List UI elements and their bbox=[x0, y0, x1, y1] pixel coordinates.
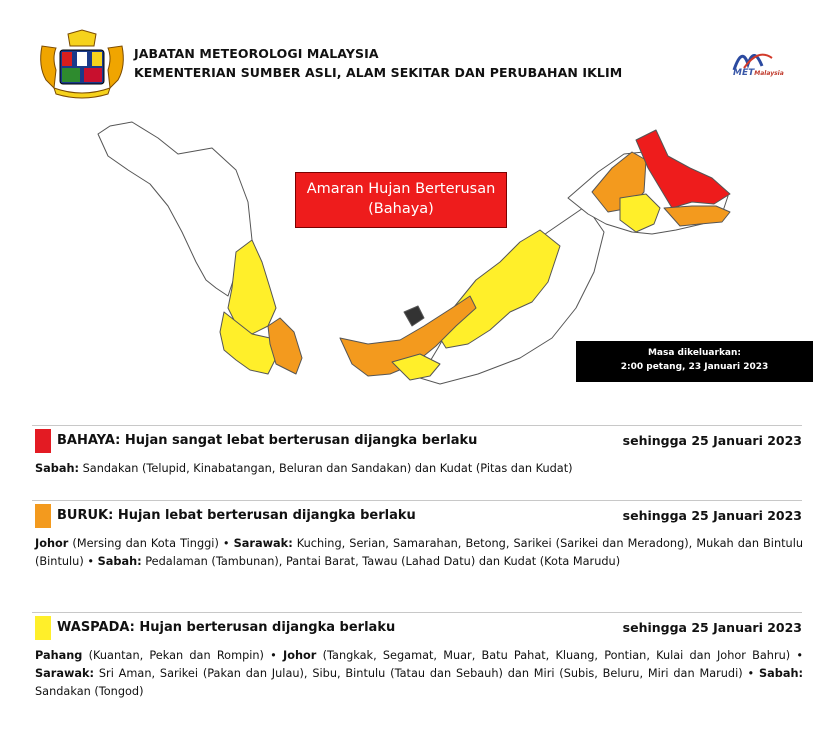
area-state: Johor bbox=[35, 537, 69, 550]
area-state: Sarawak: bbox=[233, 537, 293, 550]
area-state: Pahang bbox=[35, 649, 83, 662]
section-divider bbox=[32, 612, 802, 613]
area-list: (Mersing dan Kota Tinggi) • bbox=[72, 537, 230, 550]
brunei-region bbox=[404, 306, 424, 326]
area-list: Pedalaman (Tambunan), Pantai Barat, Tawau (Lahad Datu) dan Kudat (Kota Marudu) bbox=[145, 555, 621, 568]
issued-time: 2:00 petang, 23 Januari 2023 bbox=[620, 362, 769, 372]
warning-title-box bbox=[295, 172, 507, 228]
waspada-color-swatch bbox=[35, 616, 51, 640]
met-logo-text bbox=[733, 68, 784, 78]
met-malaysia-logo-icon bbox=[718, 44, 810, 84]
buruk-color-swatch bbox=[35, 504, 51, 528]
area-state: Sarawak: bbox=[35, 667, 95, 680]
issued-label: Masa dikeluarkan: bbox=[647, 348, 742, 358]
buruk-title: BURUK: Hujan lebat berterusan dijangka berlaku bbox=[57, 508, 416, 523]
issued-time-box bbox=[576, 341, 813, 382]
bahaya-until: sehingga 25 Januari 2023 bbox=[622, 433, 802, 448]
bahaya-title: BAHAYA: Hujan sangat lebat berterusan dijangka berlaku bbox=[57, 433, 478, 448]
area-list: Sandakan (Tongod) bbox=[35, 685, 144, 698]
area-state: Sabah: bbox=[759, 667, 804, 680]
area-list: (Tangkak, Segamat, Muar, Batu Pahat, Kluang, Pontian, Kulai dan Johor Bahru) • bbox=[322, 649, 804, 662]
malaysia-coat-of-arms-icon bbox=[34, 28, 130, 100]
warning-title-line2: (Bahaya) bbox=[368, 201, 434, 217]
bahaya-areas bbox=[35, 460, 803, 478]
met-logo-main: MET bbox=[733, 68, 755, 78]
peninsula-white-region bbox=[98, 122, 252, 296]
ministry-name: KEMENTERIAN SUMBER ASLI, ALAM SEKITAR DAN PERUBAHAN IKLIM bbox=[134, 65, 623, 80]
johor-buruk-region bbox=[268, 318, 302, 374]
area-list: (Kuantan, Pekan dan Rompin) • bbox=[88, 649, 277, 662]
area-list: Sri Aman, Sarikei (Pakan dan Julau), Sibu, Bintulu (Tatau dan Sebauh) dan Miri (Subis, Beluru, Miri dan Marudi) • bbox=[98, 667, 755, 680]
buruk-until: sehingga 25 Januari 2023 bbox=[622, 508, 802, 523]
met-logo-sub: Malaysia bbox=[754, 70, 784, 77]
waspada-title: WASPADA: Hujan berterusan dijangka berlaku bbox=[57, 620, 396, 635]
area-state: Sabah: bbox=[97, 555, 142, 568]
area-state: Sabah: bbox=[35, 462, 80, 475]
bahaya-color-swatch bbox=[35, 429, 51, 453]
area-list: Sandakan (Telupid, Kinabatangan, Beluran dan Sandakan) dan Kudat (Pitas dan Kudat) bbox=[82, 462, 573, 475]
agency-name: JABATAN METEOROLOGI MALAYSIA bbox=[134, 46, 379, 61]
section-divider bbox=[32, 425, 802, 426]
waspada-until: sehingga 25 Januari 2023 bbox=[622, 620, 802, 635]
area-state: Johor bbox=[283, 649, 317, 662]
warning-title-line1: Amaran Hujan Berterusan bbox=[306, 181, 496, 197]
area-list: Kuching, Serian, Samarahan, Betong, Sarikei (Sarikei dan Meradong), Mukah dan Bintulu (Bintulu) • bbox=[35, 537, 803, 568]
waspada-areas bbox=[35, 647, 803, 701]
buruk-areas bbox=[35, 535, 803, 571]
section-divider bbox=[32, 500, 802, 501]
agency-header bbox=[134, 44, 622, 82]
peninsular-malaysia bbox=[98, 122, 302, 374]
